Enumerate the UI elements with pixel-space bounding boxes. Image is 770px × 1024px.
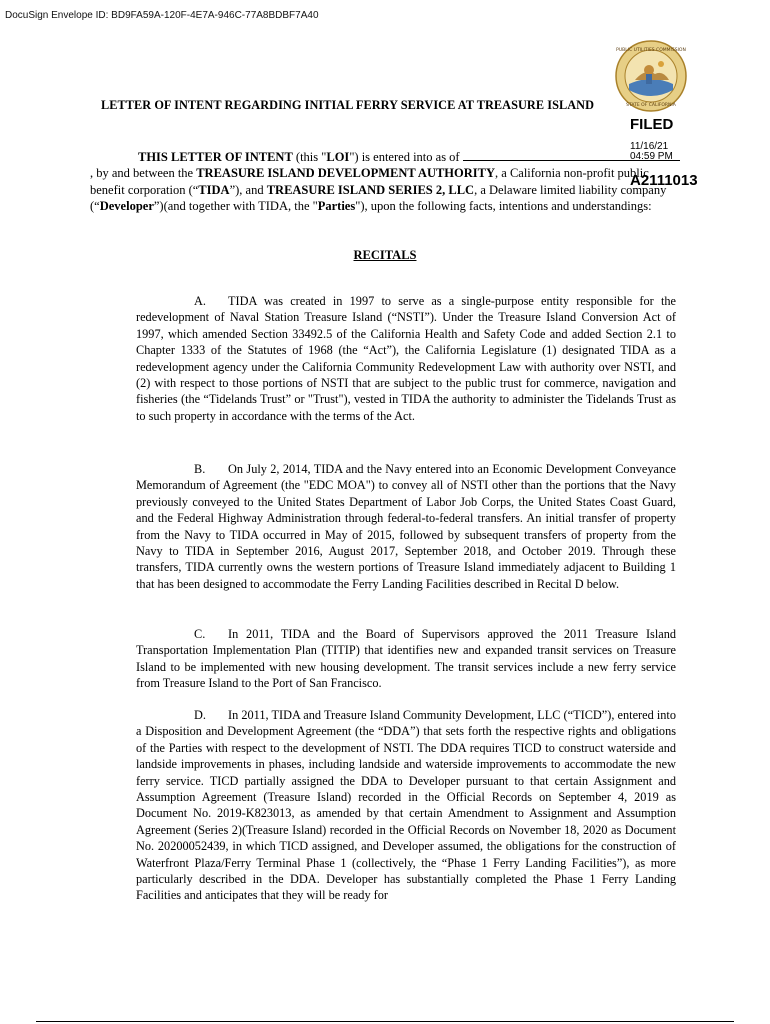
recital-label: A. (194, 294, 206, 308)
page-footer-rule (36, 1021, 734, 1022)
recital-c (136, 626, 676, 692)
intro-text-4: , a California non-profit public benefit corporation (“ (90, 166, 649, 197)
filed-stamp-label: FILED (630, 116, 674, 133)
recital-text: On July 2, 2014, TIDA and the Navy entered into an Economic Development Conveyance Memorandum of Agreement (the "EDC MOA") to convey all of NSTI other than the portions that the Navy previously conveyed to the United States Department of Labor Job Corps, the United States Coast Guard, and the Federal Highway Administration through federal-to-federal transfers. An initial transfer of property from the Navy to TIDA occurred in May of 2015, followed by subsequent transfers of property from the Navy to TIDA in September 2016, August 2017, September 2018, and October 2019. Through these transfers, TIDA currently owns the western portions of Treasure Island immediately adjacent to Building 1 that has been designed to accommodate the Ferry Landing Facilities described in Recital D below. (136, 462, 676, 591)
docusign-envelope-id: DocuSign Envelope ID: BD9FA59A-120F-4E7A-946C-77A8BDBF7A40 (5, 10, 319, 21)
recital-label: C. (194, 627, 206, 641)
developer-name: TREASURE ISLAND SERIES 2, LLC (266, 182, 475, 197)
recital-text: TIDA was created in 1997 to serve as a single-purpose entity responsible for the redevelopment of Naval Station Treasure Island (“NSTI”). Under the Treasure Island Conversion Act of 1997, which amended Section 33492.5 of the California Health and Safety Code and added Section 2.1 to Chapter 1333 of the Statutes of 1968 (the “Act”), the California Legislature (1) designated TIDA as a redevelopment agency under the California Community Redevelopment Law with authority over NSTI, and (2) with respect to those portions of NSTI that are subject to the public trust for commerce, navigation and fisheries (the “Tidelands Trust” or "Trust"), vested in TIDA the authority to administer the Tidelands Trust as to such property in accordance with the terms of the Act. (136, 294, 676, 423)
filed-stamp-date: 11/16/21 (630, 141, 669, 152)
parties-term: Parties (317, 199, 356, 214)
filed-stamp-time: 04:59 PM (630, 151, 673, 162)
svg-text:PUBLIC UTILITIES COMMISSION: PUBLIC UTILITIES COMMISSION (616, 48, 686, 53)
recital-a (136, 293, 676, 424)
recital-text: In 2011, TIDA and Treasure Island Community Development, LLC (“TICD”), entered into a Disposition and Development Agreement (the “DDA”) that sets forth the respective rights and obligations of the Parties with respect to the development of NSTI. The DDA requires TICD to construct waterside and landside improvements in phases, including landside and waterside improvements to accommodate the new ferry service. TICD partially assigned the DDA to Developer pursuant to that certain Assignment and Assumption Agreement (Treasure Island) recorded in the Official Records on September 4, 2019 as Document No. 2019-K823013, as amended by that certain Amendment to Assignment and Assumption Agreement (Series 2)(Treasure Island) recorded in the Official Records on November 18, 2020 as Document No. 20200052439, in which TICD assigned, and Developer assumed, the obligations for the construction of Waterfront Plaza/Ferry Terminal Phase 1 (collectively, the “Phase 1 Ferry Landing Facilities”), as more particularly described in the DDA. Developer has substantially completed the Phase 1 Ferry Landing Facilities and anticipates that they will be ready for (136, 708, 676, 903)
svg-text:STATE OF CALIFORNIA: STATE OF CALIFORNIA (626, 103, 676, 108)
intro-text-2: ") is entered into as of (349, 150, 463, 164)
recital-b (136, 461, 676, 592)
developer-term: Developer (99, 199, 154, 214)
intro-text-8: "), upon the following facts, intentions and understandings: (355, 199, 652, 214)
intro-paragraph (90, 148, 680, 215)
recital-text: In 2011, TIDA and the Board of Supervisors approved the 2011 Treasure Island Transportation Implementation Plan (TITIP) that identifies new and expanded transit services on Treasure Island to be implemented with new housing development. The transit services include a new ferry service from Treasure Island to the Port of San Francisco. (136, 627, 676, 691)
tida-term: TIDA (198, 182, 230, 197)
recital-d (136, 707, 676, 904)
date-blank-line-2 (546, 148, 680, 161)
recitals-heading: RECITALS (353, 248, 417, 262)
filed-stamp-number: A2111013 (630, 172, 698, 189)
recital-label: D. (194, 708, 206, 722)
document-title: LETTER OF INTENT REGARDING INITIAL FERRY SERVICE AT TREASURE ISLAND (101, 98, 595, 112)
recital-label: B. (194, 462, 206, 476)
intro-lead: THIS LETTER OF INTENT (138, 150, 293, 164)
intro-text-6: , a Delaware limited liability company (“ (90, 182, 667, 214)
intro-text-7: ”)(and together with TIDA, the " (153, 199, 318, 214)
intro-text-3: , by and between the (90, 166, 197, 181)
intro-text-5: ”), and (229, 182, 267, 197)
loi-term: LOI (326, 150, 350, 164)
tida-name: TREASURE ISLAND DEVELOPMENT AUTHORITY (196, 166, 496, 181)
intro-text-1: (this " (292, 150, 327, 164)
